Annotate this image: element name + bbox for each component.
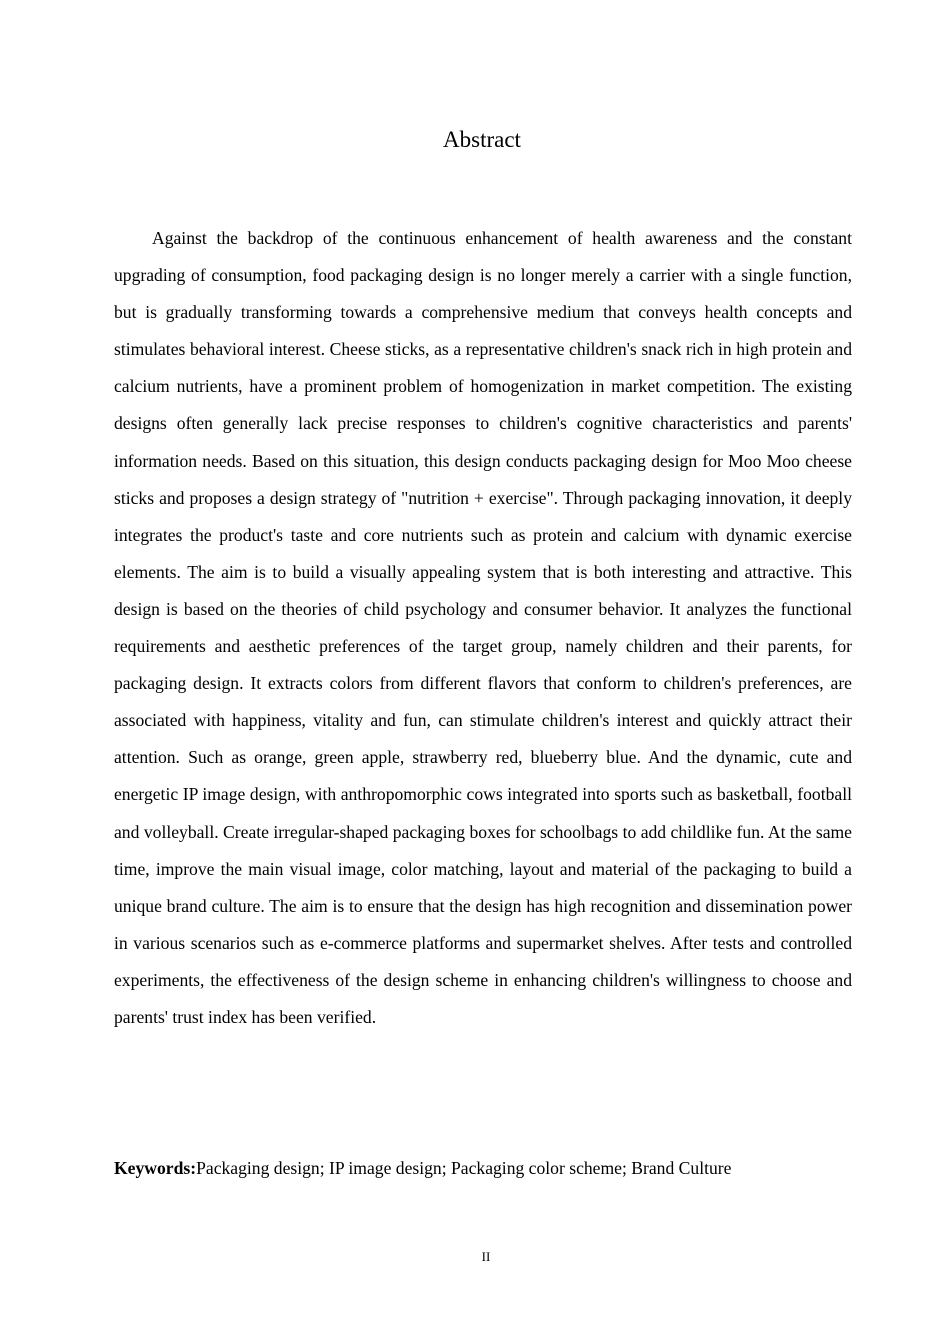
page-title: Abstract	[443, 127, 521, 152]
keywords-line	[114, 1152, 874, 1184]
page-number: II	[481, 1249, 491, 1264]
keywords-text: Packaging design; IP image design; Packaging color scheme; Brand Culture	[196, 1158, 732, 1178]
abstract-paragraph: Against the backdrop of the continuous enhancement of health awareness and the constant upgrading of consumption, food packaging design is no longer merely a carrier with a single function, but is gradually transforming towards a comprehensive medium that conveys health concepts and stimulates behavioral interest. Cheese sticks, as a representative children's snack rich in high protein and calcium nutrients, have a prominent problem of homogenization in market competition. The existing designs often generally lack precise responses to children's cognitive characteristics and parents' information needs. Based on this situation, this design conducts packaging design for Moo Moo cheese sticks and proposes a design strategy of "nutrition + exercise". Through packaging innovation, it deeply integrates the product's taste and core nutrients such as protein and calcium with dynamic exercise elements. The aim is to build a visually appealing system that is both interesting and attractive. This design is based on the theories of child psychology and consumer behavior. It analyzes the functional requirements and aesthetic preferences of the target group, namely children and their parents, for packaging design. It extracts colors from different flavors that conform to children's preferences, are associated with happiness, vitality and fun, can stimulate children's interest and quickly attract their attention. Such as orange, green apple, strawberry red, blueberry blue. And the dynamic, cute and energetic IP image design, with anthropomorphic cows integrated into sports such as basketball, football and volleyball. Create irregular-shaped packaging boxes for schoolbags to add childlike fun. At the same time, improve the main visual image, color matching, layout and material of the packaging to build a unique brand culture. The aim is to ensure that the design has high recognition and dissemination power in various scenarios such as e-commerce platforms and supermarket shelves. After tests and controlled experiments, the effectiveness of the design scheme in enhancing children's willingness to choose and parents' trust index has been verified.	[114, 228, 852, 1027]
keywords-label: Keywords:	[114, 1158, 197, 1178]
